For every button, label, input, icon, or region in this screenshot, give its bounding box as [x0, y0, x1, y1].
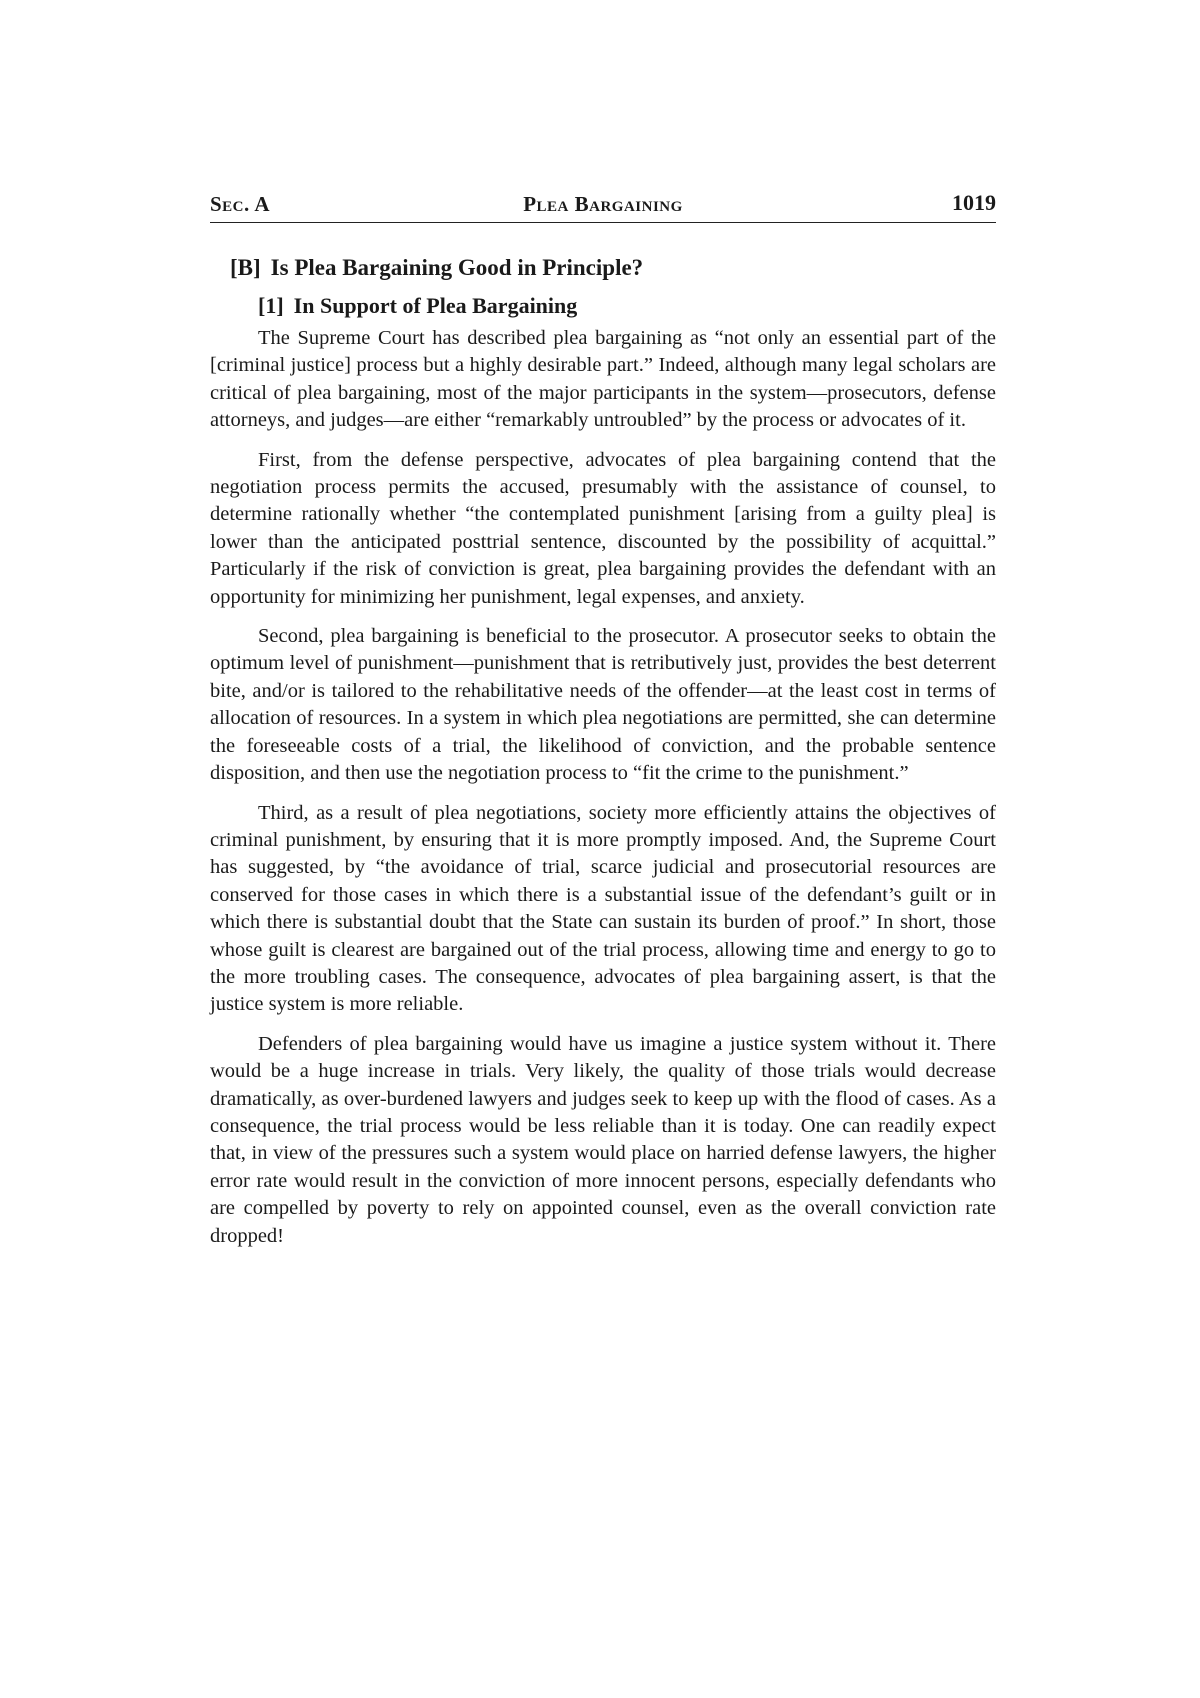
section-heading: [230, 253, 996, 283]
paragraph-3: Second, plea bargaining is beneficial to the prosecutor. A prosecutor seeks to obtain the optimum level of punishment—punishment that is retributively just, provides the best deterrent bite, and/or is tailored to the rehabilitative needs of the offender—at the least cost in terms of allocation of resources. In a system in which plea negotiations are permitted, she can determine the foreseeable costs of a trial, the likelihood of conviction, and the probable sentence disposition, and then use the negotiation process to “fit the crime to the punishment.”: [210, 625, 996, 785]
header-chapter-title: Plea Bargaining: [523, 192, 683, 216]
section-number: [B]: [230, 255, 261, 280]
running-header: [210, 188, 996, 223]
paragraph-5: Defenders of plea bargaining would have us imagine a justice system without it. There would be a huge increase in trials. Very likely, the quality of those trials would decrease dramatically, as over-burdened lawyers and judges seek to keep up with the flood of cases. As a consequence, the trial process would be less reliable than it is today. One can readily expect that, in view of the pressures such a system would place on harried defense lawyers, the higher error rate would result in the conviction of more innocent persons, especially defendants who are compelled by poverty to rely on appointed counsel, even as the overall conviction rate dropped!: [210, 1032, 996, 1247]
subsection-number: [1]: [258, 293, 284, 318]
header-section-label: Sec. A: [210, 192, 271, 216]
book-page: [210, 188, 996, 1250]
paragraph-4: Third, as a result of plea negotiations, society more efficiently attains the objectives of criminal punishment, by ensuring that it is more promptly imposed. And, the Supreme Court has suggested, by “the avoidance of trial, scarce judicial and prosecutorial resources are conserved for those cases in which there is a substantial issue of the defendant’s guilt or in which there is substantial doubt that the State can sustain its burden of proof.” In short, those whose guilt is clearest are bargained out of the trial process, allowing time and energy to go to the more troubling cases. The consequence, advocates of plea bargaining assert, is that the justice system is more reliable.: [210, 801, 996, 1016]
page-number: 1019: [952, 190, 996, 215]
paragraph-2: First, from the defense perspective, advocates of plea bargaining contend that the negotiation process permits the accused, presumably with the assistance of counsel, to determine rationally whether “the contemplated punishment [arising from a guilty plea] is lower than the anticipated posttrial sentence, discounted by the possibility of acquittal.” Particularly if the risk of conviction is great, plea bargaining provides the defendant with an opportunity for minimizing her punishment, legal expenses, and anxiety.: [210, 448, 996, 608]
section-title: Is Plea Bargaining Good in Principle?: [270, 255, 644, 280]
paragraph-1: The Supreme Court has described plea bargaining as “not only an essential part of the [criminal justice] process but a highly desirable part.” Indeed, although many legal scholars are critical of plea bargaining, most of the major participants in the system—prosecutors, defense attorneys, and judges—are either “remarkably untroubled” by the process or advocates of it.: [210, 327, 996, 432]
subsection-title: In Support of Plea Bargaining: [293, 293, 578, 318]
subsection-heading: [258, 291, 996, 321]
